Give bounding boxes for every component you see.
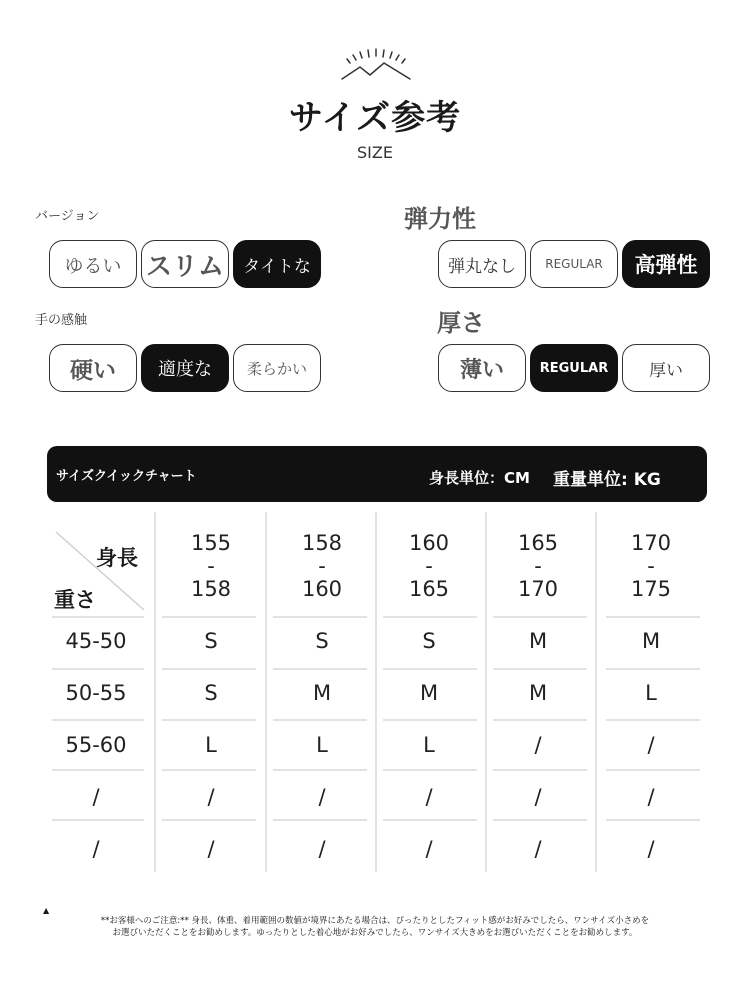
row-divider bbox=[273, 769, 367, 771]
option-text: 弾丸なし bbox=[448, 256, 516, 277]
size-cell: / bbox=[425, 784, 433, 809]
row-divider bbox=[162, 616, 256, 618]
size-cell: S bbox=[422, 628, 436, 653]
weight-range-cell: 45-50 bbox=[65, 628, 127, 653]
height-range-header bbox=[487, 522, 589, 610]
row-divider bbox=[52, 819, 144, 821]
size-cell: / bbox=[534, 836, 542, 861]
thickness-label: 厚さ bbox=[437, 309, 485, 337]
option-text: 厚い bbox=[649, 360, 683, 381]
row-divider bbox=[383, 819, 477, 821]
size-cell: M bbox=[312, 680, 332, 705]
column-divider bbox=[154, 512, 156, 872]
option-text: 薄い bbox=[459, 357, 504, 383]
thickness-option-thin bbox=[438, 344, 526, 392]
feel-label: 手の感触 bbox=[35, 313, 88, 328]
feel-option-soft bbox=[233, 344, 321, 392]
row-divider bbox=[493, 668, 587, 670]
row-divider bbox=[606, 616, 700, 618]
height-range-header bbox=[600, 522, 702, 610]
row-divider bbox=[493, 769, 587, 771]
height-range-header bbox=[271, 522, 373, 610]
weight-range-cell: / bbox=[92, 836, 100, 861]
height-sep: - bbox=[425, 553, 433, 578]
size-cell: M bbox=[528, 628, 548, 653]
size-cell: / bbox=[534, 784, 542, 809]
size-cell: / bbox=[647, 836, 655, 861]
row-divider bbox=[493, 616, 587, 618]
footnote-line-2: お選びいただくことをお勧めします。ゆったりとした着心地がお好みでしたら、ワンサイズ大きめをお選びいただくことをお勧めします。 bbox=[112, 928, 638, 938]
row-divider bbox=[52, 668, 144, 670]
row-divider bbox=[606, 819, 700, 821]
height-sep: - bbox=[534, 553, 542, 578]
row-divider bbox=[606, 668, 700, 670]
row-divider bbox=[273, 819, 367, 821]
size-cell: S bbox=[315, 628, 329, 653]
size-cell: L bbox=[423, 732, 435, 757]
option-text: REGULAR bbox=[539, 360, 609, 376]
size-cell: S bbox=[204, 628, 218, 653]
row-divider bbox=[383, 769, 477, 771]
corner-height-label: 身長 bbox=[96, 546, 138, 570]
thickness-option-thick bbox=[622, 344, 710, 392]
version-label: バージョン bbox=[35, 209, 100, 224]
feel-option-moderate-selected bbox=[141, 344, 229, 392]
weight-range-cell: 50-55 bbox=[65, 680, 127, 705]
option-text: 柔らかい bbox=[246, 359, 307, 378]
height-from: 170 bbox=[630, 530, 672, 555]
version-option-tight-selected bbox=[233, 240, 321, 288]
row-divider bbox=[383, 719, 477, 721]
mountain-sun-icon bbox=[338, 46, 414, 82]
option-text: 高弾性 bbox=[634, 253, 698, 277]
elasticity-option-high-selected bbox=[622, 240, 710, 288]
size-cell: / bbox=[647, 784, 655, 809]
height-to: 165 bbox=[408, 576, 450, 601]
size-cell: L bbox=[316, 732, 328, 757]
option-text: 硬い bbox=[70, 357, 116, 384]
row-divider bbox=[383, 616, 477, 618]
height-from: 158 bbox=[301, 530, 343, 555]
row-divider bbox=[162, 769, 256, 771]
row-divider bbox=[493, 719, 587, 721]
row-divider bbox=[273, 719, 367, 721]
height-from: 165 bbox=[517, 530, 559, 555]
size-cell: / bbox=[207, 784, 215, 809]
row-divider bbox=[273, 616, 367, 618]
feel-option-hard bbox=[49, 344, 137, 392]
size-cell: / bbox=[647, 732, 655, 757]
column-divider bbox=[595, 512, 597, 872]
row-divider bbox=[162, 719, 256, 721]
weight-unit-label: 重量単位: KG bbox=[553, 470, 661, 490]
size-cell: M bbox=[528, 680, 548, 705]
column-divider bbox=[265, 512, 267, 872]
row-divider bbox=[606, 719, 700, 721]
height-range-header bbox=[160, 522, 262, 610]
version-option-loose bbox=[49, 240, 137, 288]
column-divider bbox=[375, 512, 377, 872]
height-to: 158 bbox=[190, 576, 232, 601]
row-divider bbox=[383, 668, 477, 670]
weight-range-cell: / bbox=[92, 784, 100, 809]
option-text: スリム bbox=[145, 251, 224, 282]
elasticity-option-regular bbox=[530, 240, 618, 288]
height-sep: - bbox=[647, 553, 655, 578]
height-to: 160 bbox=[301, 576, 343, 601]
option-text: 適度な bbox=[158, 359, 212, 380]
height-to: 175 bbox=[630, 576, 672, 601]
row-divider bbox=[493, 819, 587, 821]
row-divider bbox=[52, 616, 144, 618]
elasticity-option-none bbox=[438, 240, 526, 288]
height-unit-label: 身長単位：CM bbox=[429, 469, 530, 487]
height-range-header bbox=[378, 522, 480, 610]
footnote-line-1: **お客様へのご注意:** 身長、体重、着用範囲の数値が境界にあたる場合は、ぴったりとしたフィット感がお好みでしたら、ワンサイズ小さめを bbox=[100, 916, 650, 926]
height-sep: - bbox=[318, 553, 326, 578]
size-cell: M bbox=[641, 628, 661, 653]
size-cell: / bbox=[318, 784, 326, 809]
size-cell: L bbox=[205, 732, 217, 757]
row-divider bbox=[162, 668, 256, 670]
size-cell: M bbox=[419, 680, 439, 705]
size-cell: L bbox=[645, 680, 657, 705]
footnote-marker: ▲ bbox=[43, 906, 50, 915]
height-from: 155 bbox=[190, 530, 232, 555]
version-option-slim bbox=[141, 240, 229, 288]
row-divider bbox=[52, 769, 144, 771]
size-cell: / bbox=[318, 836, 326, 861]
size-chart-title: サイズクイックチャート bbox=[56, 469, 197, 484]
row-divider bbox=[273, 668, 367, 670]
size-cell: S bbox=[204, 680, 218, 705]
corner-weight-label: 重さ bbox=[54, 588, 96, 612]
height-to: 170 bbox=[517, 576, 559, 601]
thickness-option-regular-selected bbox=[530, 344, 618, 392]
height-from: 160 bbox=[408, 530, 450, 555]
size-chart-banner bbox=[47, 446, 707, 502]
row-divider bbox=[606, 769, 700, 771]
height-sep: - bbox=[207, 553, 215, 578]
page-title: サイズ参考 bbox=[288, 98, 462, 138]
size-cell: / bbox=[425, 836, 433, 861]
row-divider bbox=[52, 719, 144, 721]
page-subtitle: SIZE bbox=[357, 143, 393, 162]
row-divider bbox=[162, 819, 256, 821]
weight-range-cell: 55-60 bbox=[65, 732, 127, 757]
size-cell: / bbox=[534, 732, 542, 757]
size-cell: / bbox=[207, 836, 215, 861]
option-text: ゆるい bbox=[64, 254, 122, 277]
option-text: タイトな bbox=[243, 256, 311, 277]
option-text: REGULAR bbox=[545, 257, 603, 271]
elasticity-label: 弾力性 bbox=[404, 205, 476, 233]
